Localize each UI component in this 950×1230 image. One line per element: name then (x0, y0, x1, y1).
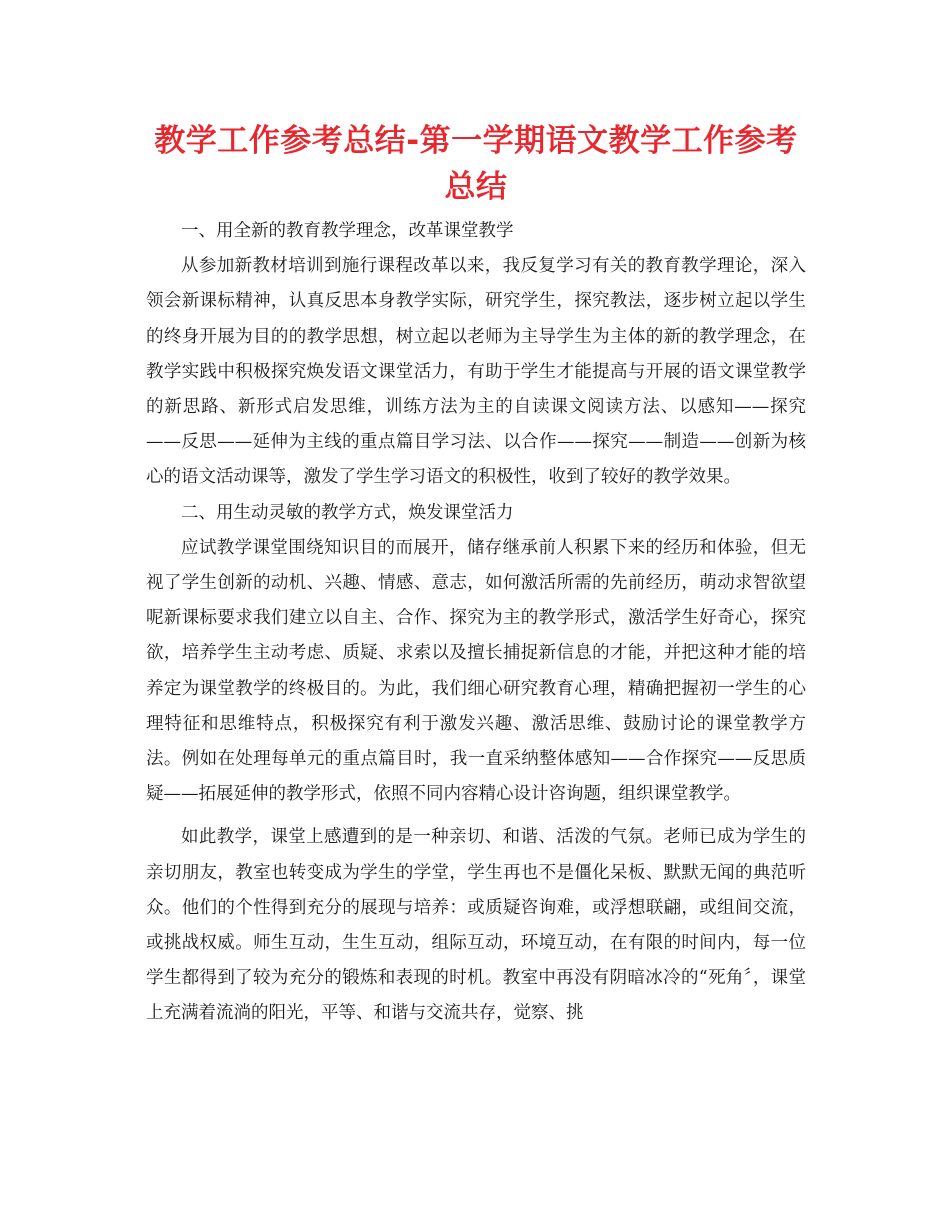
document-page (146, 118, 806, 1032)
body-paragraph-2: 应试教学课堂围绕知识目的而展开，储存继承前人积累下来的经历和体验，但无视了学生创新的动机、兴趣、情感、意志，如何激活所需的先前经历，萌动求智欲望呢新课标要求我们建立以自主、合作、探究为主的教学形式，激活学生好奇心，探究欲，培养学生主动考虑、质疑、求索以及擅长捕捉新信息的才能，并把这种才能的培养定为课堂教学的终极目的。为此，我们细心研究教育心理，精确把握初一学生的心理特征和思维特点，积极探究有利于激发兴趣、激活思维、鼓励讨论的课堂教学方法。例如在处理每单元的重点篇目时，我一直采纳整体感知——合作探究——反思质疑——拓展延伸的教学形式，依照不同内容精心设计咨询题，组织课堂教学。 (146, 537, 806, 805)
section-heading-2: 二、用生动灵敏的教学方式，焕发课堂活力 (181, 502, 514, 523)
body-paragraph-3: 如此教学，课堂上感遭到的是一种亲切、和谐、活泼的气氛。老师已成为学生的亲切朋友，教室也转变成为学生的学堂，学生再也不是僵化呆板、默默无闻的典范听众。他们的个性得到充分的展现与培养：或质疑咨询难，或浮想联翩，或组间交流，或挑战权威。师生互动，生生互动，组际互动，环境互动，在有限的时间内，每一位学生都得到了较为充分的锻炼和表现的时机。教室中再没有阴暗冰冷的“死角〞，课堂上充满着流淌的阳光，平等、和谐与交流共存，觉察、挑 (146, 827, 806, 1024)
section-heading-1: 一、用全新的教育教学理念，改革课堂教学 (181, 221, 514, 241)
document-title: 教学工作参考总结-第一学期语文教学工作参考总结 (154, 123, 798, 205)
document-body (146, 214, 806, 1032)
body-paragraph-1: 从参加新教材培训到施行课程改革以来，我反复学习有关的教育教学理论，深入领会新课标精神，认真反思本身教学实际，研究学生，探究教法，逐步树立起以学生的终身开展为目的的教学思想，树立起以老师为主导学生为主体的新的教学理念，在教学实践中积极探究焕发语文课堂活力，有助于学生才能提高与开展的语文课堂教学的新思路、新形式启发思维，训练方法为主的自读课文阅读方法、以感知——探究——反思——延伸为主线的重点篇目学习法、以合作——探究——制造——创新为核心的语文活动课等，激发了学生学习语文的积极性，收到了较好的教学效果。 (146, 256, 806, 488)
